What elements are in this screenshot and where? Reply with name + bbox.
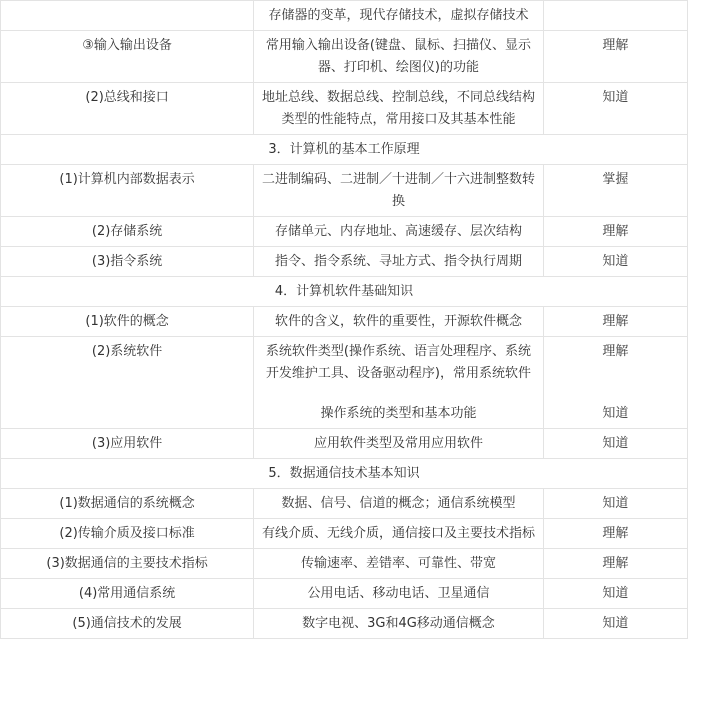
topic-cell: (2)传输介质及接口标准 bbox=[1, 519, 254, 549]
level-gap bbox=[550, 363, 681, 403]
table-row bbox=[1, 217, 688, 247]
section-title: 3．计算机的基本工作原理 bbox=[1, 135, 688, 165]
content-cell: 传输速率、差错率、可靠性、带宽 bbox=[254, 549, 544, 579]
topic-cell bbox=[1, 1, 254, 31]
level-cell: 理解 bbox=[543, 31, 687, 83]
level-text: 知道 bbox=[602, 406, 629, 421]
level-cell: 知道 bbox=[543, 489, 687, 519]
content-cell: 存储单元、内存地址、高速缓存、层次结构 bbox=[254, 217, 544, 247]
topic-cell: (1)软件的概念 bbox=[1, 307, 254, 337]
table-row bbox=[1, 489, 688, 519]
level-cell: 知道 bbox=[543, 609, 687, 639]
level-cell: 知道 bbox=[543, 247, 687, 277]
topic-cell: (1)计算机内部数据表示 bbox=[1, 165, 254, 217]
section-row bbox=[1, 277, 688, 307]
content-cell: 有线介质、无线介质，通信接口及主要技术指标 bbox=[254, 519, 544, 549]
topic-cell: (1)数据通信的系统概念 bbox=[1, 489, 254, 519]
content-cell: 存储器的变革，现代存储技术，虚拟存储技术 bbox=[254, 1, 544, 31]
content-cell: 数字电视、3G和4G移动通信概念 bbox=[254, 609, 544, 639]
level-cell bbox=[543, 1, 687, 31]
table-row bbox=[1, 549, 688, 579]
table-row bbox=[1, 83, 688, 135]
level-cell: 理解 bbox=[543, 519, 687, 549]
table-row bbox=[1, 609, 688, 639]
level-cell: 掌握 bbox=[543, 165, 687, 217]
table-row bbox=[1, 519, 688, 549]
section-title: 5．数据通信技术基本知识 bbox=[1, 459, 688, 489]
content-cell: 地址总线、数据总线、控制总线，不同总线结构类型的性能特点，常用接口及其基本性能 bbox=[254, 83, 544, 135]
content-cell bbox=[254, 337, 544, 429]
level-cell: 理解 bbox=[543, 217, 687, 247]
table-row bbox=[1, 247, 688, 277]
content-cell: 软件的含义，软件的重要性，开源软件概念 bbox=[254, 307, 544, 337]
topic-cell: (3)指令系统 bbox=[1, 247, 254, 277]
section-row bbox=[1, 135, 688, 165]
section-title: 4．计算机软件基础知识 bbox=[1, 277, 688, 307]
content-cell: 常用输入输出设备(键盘、鼠标、扫描仪、显示器、打印机、绘图仪)的功能 bbox=[254, 31, 544, 83]
content-gap bbox=[260, 385, 537, 403]
topic-cell: (2)系统软件 bbox=[1, 337, 254, 429]
level-cell: 知道 bbox=[543, 579, 687, 609]
content-cell: 二进制编码、二进制／十进制／十六进制整数转换 bbox=[254, 165, 544, 217]
table-row bbox=[1, 579, 688, 609]
content-text: 操作系统的类型和基本功能 bbox=[320, 406, 477, 421]
table-row bbox=[1, 165, 688, 217]
topic-cell: (3)应用软件 bbox=[1, 429, 254, 459]
level-cell bbox=[543, 337, 687, 429]
topic-cell: (4)常用通信系统 bbox=[1, 579, 254, 609]
topic-cell: (2)存储系统 bbox=[1, 217, 254, 247]
level-text: 理解 bbox=[602, 344, 629, 359]
table-row bbox=[1, 1, 688, 31]
syllabus-table-body bbox=[1, 1, 688, 639]
content-cell: 公用电话、移动电话、卫星通信 bbox=[254, 579, 544, 609]
level-cell: 知道 bbox=[543, 429, 687, 459]
content-cell: 指令、指令系统、寻址方式、指令执行周期 bbox=[254, 247, 544, 277]
topic-cell: (2)总线和接口 bbox=[1, 83, 254, 135]
table-row bbox=[1, 307, 688, 337]
content-cell: 应用软件类型及常用应用软件 bbox=[254, 429, 544, 459]
level-cell: 理解 bbox=[543, 549, 687, 579]
content-cell: 数据、信号、信道的概念；通信系统模型 bbox=[254, 489, 544, 519]
topic-cell: (3)数据通信的主要技术指标 bbox=[1, 549, 254, 579]
table-row bbox=[1, 429, 688, 459]
level-cell: 知道 bbox=[543, 83, 687, 135]
topic-cell: (5)通信技术的发展 bbox=[1, 609, 254, 639]
level-cell: 理解 bbox=[543, 307, 687, 337]
section-row bbox=[1, 459, 688, 489]
table-row bbox=[1, 31, 688, 83]
topic-cell: ③输入输出设备 bbox=[1, 31, 254, 83]
content-text: 系统软件类型(操作系统、语言处理程序、系统开发维护工具、设备驱动程序)，常用系统软件 bbox=[265, 344, 531, 381]
table-row bbox=[1, 337, 688, 429]
